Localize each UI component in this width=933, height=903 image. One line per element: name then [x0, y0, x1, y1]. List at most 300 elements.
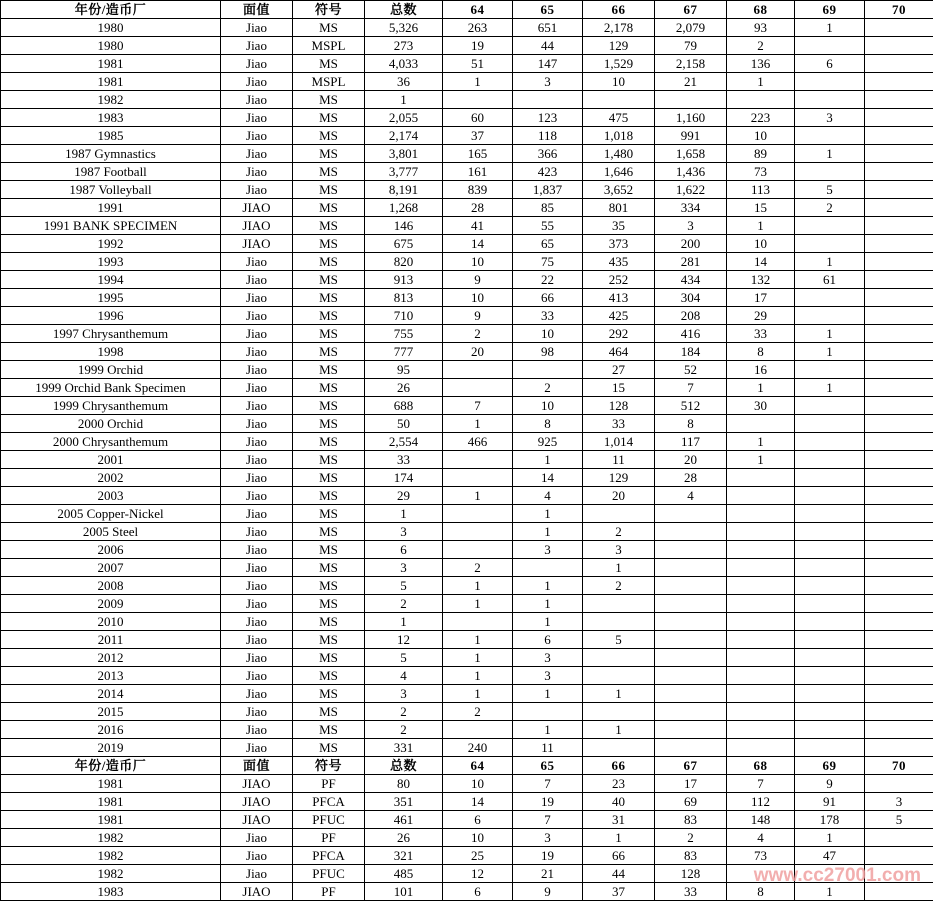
table-cell: Jiao	[221, 541, 293, 559]
table-row	[1, 271, 933, 289]
table-cell	[655, 577, 727, 595]
table-cell: 1,622	[655, 181, 727, 199]
table-cell	[727, 649, 795, 667]
table-cell: 98	[513, 343, 583, 361]
table-cell	[795, 865, 865, 883]
table-cell: MS	[293, 181, 365, 199]
table-cell	[865, 523, 933, 541]
table-cell: 1,014	[583, 433, 655, 451]
table-row	[1, 649, 933, 667]
table-cell: MS	[293, 721, 365, 739]
table-cell: 2011	[1, 631, 221, 649]
table-cell: 1982	[1, 847, 221, 865]
table-cell	[795, 415, 865, 433]
table-cell: 2,055	[365, 109, 443, 127]
table-cell: 21	[655, 73, 727, 91]
table-cell: Jiao	[221, 649, 293, 667]
table-cell	[795, 577, 865, 595]
table-cell	[655, 721, 727, 739]
table-cell: 73	[727, 847, 795, 865]
table-row	[1, 667, 933, 685]
table-row	[1, 595, 933, 613]
table-cell: Jiao	[221, 307, 293, 325]
table-cell: 3	[513, 649, 583, 667]
table-cell: 3,652	[583, 181, 655, 199]
table-row	[1, 739, 933, 757]
table-cell	[865, 883, 933, 901]
table-cell: 1	[365, 91, 443, 109]
table-cell	[795, 397, 865, 415]
table-cell	[865, 739, 933, 757]
header-cell: 67	[655, 757, 727, 775]
table-cell: 33	[583, 415, 655, 433]
table-cell: 2003	[1, 487, 221, 505]
table-cell	[583, 505, 655, 523]
table-cell: JIAO	[221, 199, 293, 217]
table-cell	[727, 487, 795, 505]
table-cell	[727, 505, 795, 523]
table-cell	[795, 685, 865, 703]
table-cell	[795, 649, 865, 667]
table-cell	[865, 271, 933, 289]
table-cell: 1	[795, 379, 865, 397]
table-cell: 91	[795, 793, 865, 811]
table-cell: JIAO	[221, 217, 293, 235]
table-cell: 20	[655, 451, 727, 469]
table-cell: Jiao	[221, 613, 293, 631]
table-cell: 8	[655, 415, 727, 433]
table-cell: 1,658	[655, 145, 727, 163]
table-cell	[655, 739, 727, 757]
table-cell	[795, 505, 865, 523]
table-cell: 83	[655, 847, 727, 865]
table-cell: 20	[583, 487, 655, 505]
table-cell	[727, 703, 795, 721]
table-cell	[865, 361, 933, 379]
table-cell	[583, 667, 655, 685]
table-cell: 1983	[1, 883, 221, 901]
table-cell: MS	[293, 487, 365, 505]
table-cell	[727, 559, 795, 577]
table-cell: 5	[583, 631, 655, 649]
table-cell: MS	[293, 253, 365, 271]
table-cell: 17	[727, 289, 795, 307]
table-cell	[583, 703, 655, 721]
table-cell: 29	[727, 307, 795, 325]
table-cell: 1987 Gymnastics	[1, 145, 221, 163]
table-cell	[865, 325, 933, 343]
table-cell	[795, 235, 865, 253]
table-cell: 10	[443, 829, 513, 847]
table-cell	[865, 631, 933, 649]
table-cell: JIAO	[221, 883, 293, 901]
table-row	[1, 55, 933, 73]
table-cell: 132	[727, 271, 795, 289]
table-cell: 14	[443, 235, 513, 253]
table-cell: 710	[365, 307, 443, 325]
table-cell: 651	[513, 19, 583, 37]
table-cell: 2005 Steel	[1, 523, 221, 541]
table-cell: MS	[293, 307, 365, 325]
table-cell: 3	[513, 829, 583, 847]
table-cell: 113	[727, 181, 795, 199]
header-cell: 总数	[365, 757, 443, 775]
table-cell: 1	[443, 667, 513, 685]
table-cell: 1998	[1, 343, 221, 361]
table-cell: 66	[583, 847, 655, 865]
table-cell: 434	[655, 271, 727, 289]
table-cell: Jiao	[221, 739, 293, 757]
table-cell: 2	[655, 829, 727, 847]
table-cell: 1994	[1, 271, 221, 289]
table-row	[1, 505, 933, 523]
table-cell: 991	[655, 127, 727, 145]
table-cell: 1	[795, 145, 865, 163]
table-cell	[655, 685, 727, 703]
table-cell: 11	[583, 451, 655, 469]
table-row	[1, 883, 933, 901]
table-cell: Jiao	[221, 361, 293, 379]
table-row	[1, 559, 933, 577]
table-cell: MS	[293, 199, 365, 217]
table-cell: 2	[583, 523, 655, 541]
table-cell: 475	[583, 109, 655, 127]
table-cell: Jiao	[221, 415, 293, 433]
table-row	[1, 253, 933, 271]
table-cell: 813	[365, 289, 443, 307]
header-cell: 总数	[365, 1, 443, 19]
table-cell: 1,837	[513, 181, 583, 199]
table-cell: 10	[727, 235, 795, 253]
table-cell: MS	[293, 325, 365, 343]
table-cell: 1987 Football	[1, 163, 221, 181]
table-cell: 31	[583, 811, 655, 829]
table-cell: 1991	[1, 199, 221, 217]
table-cell: 66	[513, 289, 583, 307]
table-cell: 5	[365, 649, 443, 667]
table-cell: 423	[513, 163, 583, 181]
table-cell: Jiao	[221, 667, 293, 685]
table-cell: 1	[513, 451, 583, 469]
table-cell: 240	[443, 739, 513, 757]
table-cell: 1999 Orchid	[1, 361, 221, 379]
table-cell	[655, 541, 727, 559]
table-cell: MS	[293, 91, 365, 109]
table-cell: 30	[727, 397, 795, 415]
table-cell: MS	[293, 55, 365, 73]
table-cell: MS	[293, 433, 365, 451]
table-cell: 4	[365, 667, 443, 685]
table-cell	[795, 559, 865, 577]
table-cell: 5	[365, 577, 443, 595]
table-row	[1, 685, 933, 703]
table-row	[1, 811, 933, 829]
table-cell: 3	[795, 109, 865, 127]
header-cell: 70	[865, 1, 933, 19]
table-cell: 1,436	[655, 163, 727, 181]
table-cell: MS	[293, 685, 365, 703]
table-cell: 1	[727, 451, 795, 469]
table-cell: 3	[513, 73, 583, 91]
table-cell: MS	[293, 361, 365, 379]
table-cell: 223	[727, 109, 795, 127]
table-cell: Jiao	[221, 469, 293, 487]
table-cell: Jiao	[221, 55, 293, 73]
table-cell: 4	[727, 829, 795, 847]
table-cell: 688	[365, 397, 443, 415]
table-cell: 913	[365, 271, 443, 289]
table-cell: 304	[655, 289, 727, 307]
table-cell	[727, 865, 795, 883]
table-cell: 83	[655, 811, 727, 829]
table-cell: 101	[365, 883, 443, 901]
table-cell: 128	[583, 397, 655, 415]
table-cell: MS	[293, 451, 365, 469]
table-cell: Jiao	[221, 865, 293, 883]
table-cell: 3,777	[365, 163, 443, 181]
table-cell: 2006	[1, 541, 221, 559]
table-cell	[443, 91, 513, 109]
table-cell: 35	[583, 217, 655, 235]
table-cell: 8	[727, 343, 795, 361]
table-cell: 47	[795, 847, 865, 865]
table-cell: MS	[293, 415, 365, 433]
table-cell	[443, 721, 513, 739]
table-row	[1, 487, 933, 505]
table-cell: 5	[865, 811, 933, 829]
table-cell	[865, 199, 933, 217]
header-cell: 符号	[293, 1, 365, 19]
table-cell	[655, 523, 727, 541]
table-cell: Jiao	[221, 577, 293, 595]
table-cell: 1	[727, 217, 795, 235]
table-cell: Jiao	[221, 325, 293, 343]
table-cell: 165	[443, 145, 513, 163]
table-cell: 80	[365, 775, 443, 793]
table-cell	[443, 541, 513, 559]
table-cell: 1981	[1, 811, 221, 829]
table-cell: 1	[795, 19, 865, 37]
table-cell: 6	[443, 811, 513, 829]
table-cell: MS	[293, 703, 365, 721]
table-cell: 3	[365, 559, 443, 577]
table-cell: 2	[727, 37, 795, 55]
table-cell: 8,191	[365, 181, 443, 199]
table-cell: 1	[443, 415, 513, 433]
header-cell: 67	[655, 1, 727, 19]
table-row	[1, 577, 933, 595]
table-cell: 50	[365, 415, 443, 433]
table-cell	[865, 145, 933, 163]
table-cell: 69	[655, 793, 727, 811]
table-cell	[443, 361, 513, 379]
table-cell: 321	[365, 847, 443, 865]
table-cell: 52	[655, 361, 727, 379]
table-cell: PFUC	[293, 811, 365, 829]
table-cell: Jiao	[221, 829, 293, 847]
table-cell	[865, 667, 933, 685]
table-cell: 1	[513, 721, 583, 739]
table-cell: 416	[655, 325, 727, 343]
table-cell: 1991 BANK SPECIMEN	[1, 217, 221, 235]
table-cell: 16	[727, 361, 795, 379]
table-cell: 3	[365, 523, 443, 541]
table-cell: 6	[513, 631, 583, 649]
table-cell: 3	[513, 667, 583, 685]
table-cell: 148	[727, 811, 795, 829]
table-cell: 7	[727, 775, 795, 793]
table-cell	[795, 469, 865, 487]
table-cell: 1982	[1, 865, 221, 883]
table-cell: 2	[513, 379, 583, 397]
table-cell: 41	[443, 217, 513, 235]
table-cell: 89	[727, 145, 795, 163]
table-cell	[865, 343, 933, 361]
table-cell: 7	[513, 811, 583, 829]
table-cell: Jiao	[221, 253, 293, 271]
table-cell	[583, 91, 655, 109]
table-cell: 1	[727, 73, 795, 91]
table-cell: 112	[727, 793, 795, 811]
table-cell: 9	[795, 775, 865, 793]
table-row	[1, 91, 933, 109]
table-cell: 10	[513, 325, 583, 343]
table-cell: 331	[365, 739, 443, 757]
table-cell: 461	[365, 811, 443, 829]
table-cell: 820	[365, 253, 443, 271]
table-cell: PFCA	[293, 793, 365, 811]
table-cell	[727, 739, 795, 757]
table-cell: 10	[443, 775, 513, 793]
table-cell: 1	[443, 487, 513, 505]
table-cell: 1980	[1, 37, 221, 55]
table-cell: MS	[293, 109, 365, 127]
table-cell: 373	[583, 235, 655, 253]
table-cell: Jiao	[221, 433, 293, 451]
table-cell	[795, 595, 865, 613]
table-cell: 351	[365, 793, 443, 811]
header-cell: 68	[727, 757, 795, 775]
table-cell: 1	[583, 559, 655, 577]
table-cell	[795, 307, 865, 325]
table-row	[1, 163, 933, 181]
table-cell: 3	[865, 793, 933, 811]
table-cell: 1	[795, 325, 865, 343]
table-cell: 1	[513, 595, 583, 613]
table-cell: 37	[443, 127, 513, 145]
table-row	[1, 325, 933, 343]
table-cell: Jiao	[221, 847, 293, 865]
table-cell: 1	[443, 631, 513, 649]
table-row	[1, 289, 933, 307]
table-cell	[727, 667, 795, 685]
table-cell: 55	[513, 217, 583, 235]
header-cell: 70	[865, 757, 933, 775]
header-cell: 66	[583, 757, 655, 775]
table-cell: 8	[513, 415, 583, 433]
table-cell: 485	[365, 865, 443, 883]
table-cell: 22	[513, 271, 583, 289]
table-cell: 33	[513, 307, 583, 325]
table-cell	[795, 721, 865, 739]
table-cell: 12	[365, 631, 443, 649]
table-cell: MSPL	[293, 73, 365, 91]
table-cell: 1	[443, 73, 513, 91]
table-cell: 1	[365, 613, 443, 631]
table-cell: 1985	[1, 127, 221, 145]
table-cell	[655, 613, 727, 631]
table-row	[1, 829, 933, 847]
table-cell	[513, 703, 583, 721]
table-cell: 19	[513, 793, 583, 811]
table-cell	[795, 127, 865, 145]
table-cell	[865, 577, 933, 595]
table-cell: 1999 Chrysanthemum	[1, 397, 221, 415]
table-cell: 118	[513, 127, 583, 145]
table-cell: 36	[365, 73, 443, 91]
table-cell: 1	[443, 685, 513, 703]
table-cell	[727, 595, 795, 613]
table-cell	[865, 721, 933, 739]
table-cell: 200	[655, 235, 727, 253]
table-cell: MS	[293, 379, 365, 397]
table-cell	[795, 667, 865, 685]
table-cell: 512	[655, 397, 727, 415]
table-cell: 28	[655, 469, 727, 487]
table-row	[1, 433, 933, 451]
table-cell: 1	[513, 505, 583, 523]
table-cell: 2009	[1, 595, 221, 613]
table-cell	[727, 469, 795, 487]
table-cell: 2012	[1, 649, 221, 667]
table-cell: 9	[443, 271, 513, 289]
table-cell: 7	[513, 775, 583, 793]
table-cell: 10	[513, 397, 583, 415]
table-cell: Jiao	[221, 505, 293, 523]
table-cell: MS	[293, 577, 365, 595]
table-cell	[865, 397, 933, 415]
table-cell: 44	[583, 865, 655, 883]
header-cell: 69	[795, 1, 865, 19]
table-cell: 5,326	[365, 19, 443, 37]
table-cell: 2	[443, 703, 513, 721]
table-cell: 1992	[1, 235, 221, 253]
table-cell: 73	[727, 163, 795, 181]
table-cell: Jiao	[221, 127, 293, 145]
table-cell	[865, 181, 933, 199]
table-row	[1, 73, 933, 91]
table-cell: Jiao	[221, 37, 293, 55]
table-cell: 292	[583, 325, 655, 343]
table-cell: 10	[443, 289, 513, 307]
table-cell: 1	[513, 613, 583, 631]
table-row	[1, 865, 933, 883]
table-cell	[655, 91, 727, 109]
table-cell	[795, 37, 865, 55]
table-cell: 7	[443, 397, 513, 415]
table-row	[1, 523, 933, 541]
table-cell: 28	[443, 199, 513, 217]
table-cell: 1987 Volleyball	[1, 181, 221, 199]
table-cell	[727, 523, 795, 541]
table-cell: 3,801	[365, 145, 443, 163]
table-cell: 33	[655, 883, 727, 901]
table-cell: 1,529	[583, 55, 655, 73]
table-cell	[727, 685, 795, 703]
table-cell: 2	[365, 721, 443, 739]
table-cell: 1	[443, 649, 513, 667]
table-cell	[795, 523, 865, 541]
